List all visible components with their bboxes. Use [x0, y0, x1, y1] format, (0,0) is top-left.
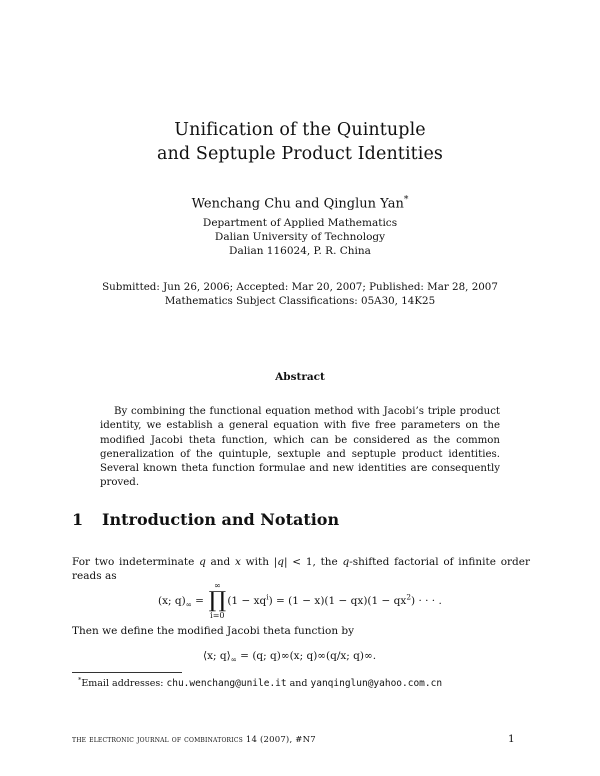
- intro-text-2: and: [205, 556, 236, 568]
- footnote-mark: *: [78, 676, 82, 684]
- eq1-rhs-sup: 2: [406, 592, 412, 602]
- footnote-rule: [72, 672, 182, 673]
- email-link-yan[interactable]: yanqinglun@yahoo.com.cn: [310, 678, 443, 690]
- equation-qshifted-factorial: [158, 582, 442, 620]
- var-q-3: q: [342, 556, 350, 568]
- section-heading: [72, 510, 339, 529]
- eq2-rhs: = (q; q)∞(x; q)∞(q/x; q)∞.: [236, 650, 377, 662]
- journal-footer: [72, 735, 316, 745]
- intro-text-5: -shifted factorial of infinite order reads as: [72, 556, 531, 582]
- intro-text-1: For two indeterminate: [72, 556, 200, 568]
- title-line-2: and Septuple Product Identities: [156, 144, 444, 164]
- page-number: 1: [508, 733, 515, 745]
- author-footnote-mark: *: [403, 195, 409, 205]
- eq1-lhs: (x; q): [158, 595, 186, 607]
- dates-line: Submitted: Jun 26, 2006; Accepted: Mar 20, 2007; Published: Mar 28, 2007: [102, 281, 498, 293]
- affiliation-line-2: Dalian University of Technology: [214, 231, 386, 243]
- journal-name: the electronic journal of combinatorics: [72, 735, 246, 745]
- eq1-body: (1 − xq: [227, 595, 267, 607]
- footnote-label: Email addresses:: [81, 678, 167, 690]
- eq2-lhs: ⟨x; q⟩: [203, 650, 231, 662]
- section-title: Introduction and Notation: [102, 510, 340, 529]
- eq1-equals: =: [191, 595, 208, 607]
- intro-paragraph: [72, 555, 530, 583]
- var-q-2: q: [277, 556, 285, 568]
- msc-line: Mathematics Subject Classifications: 05A30, 14K25: [164, 295, 436, 307]
- eq1-tail: ) · · · .: [411, 595, 442, 607]
- var-q: q: [199, 556, 206, 568]
- equation-theta-function: [203, 650, 376, 664]
- product-symbol: ∞ ∏ i=0: [208, 581, 227, 620]
- authors: [0, 195, 600, 211]
- abstract-heading: Abstract: [275, 371, 325, 383]
- journal-volume: 14: [245, 735, 258, 745]
- product-upper-limit: ∞: [213, 581, 221, 590]
- affiliation-line-1: Department of Applied Mathematics: [202, 217, 398, 229]
- submission-info: [0, 280, 600, 308]
- eq1-rhs: ) = (1 − x)(1 − qx)(1 − qx: [268, 595, 407, 607]
- author-names: Wenchang Chu and Qinglun Yan: [191, 196, 404, 212]
- affiliation-line-3: Dalian 116024, P. R. China: [229, 245, 371, 257]
- product-lower-limit: i=0: [210, 611, 225, 620]
- intro-text-4: | < 1, the: [284, 556, 343, 568]
- title-line-1: Unification of the Quintuple: [174, 120, 426, 140]
- eq2-lhs-sub: ∞: [230, 655, 237, 665]
- journal-issue: (2007), #N7: [257, 735, 316, 745]
- affiliation: [0, 216, 600, 258]
- var-x: x: [235, 556, 241, 568]
- footnote: [78, 676, 442, 689]
- eq1-lhs-sub: ∞: [185, 600, 192, 610]
- abstract-text: By combining the functional equation method with Jacobi’s triple product identity, we establish a general equation with five free parameters on the modified Jacobi theta function, which can be considered as the common generalization of the quintuple, sextuple and septuple product identities. Several known theta function formulae and new identities are consequently proved.: [100, 406, 500, 489]
- eq1-body-sup: i: [266, 592, 269, 602]
- paper-title: [0, 118, 600, 166]
- section-number: 1: [72, 510, 84, 529]
- then-paragraph: Then we define the modified Jacobi theta function by: [72, 625, 355, 637]
- footnote-and: and: [286, 678, 311, 690]
- email-link-chu[interactable]: chu.wenchang@unile.it: [166, 678, 287, 690]
- intro-text-3: with |: [240, 556, 278, 568]
